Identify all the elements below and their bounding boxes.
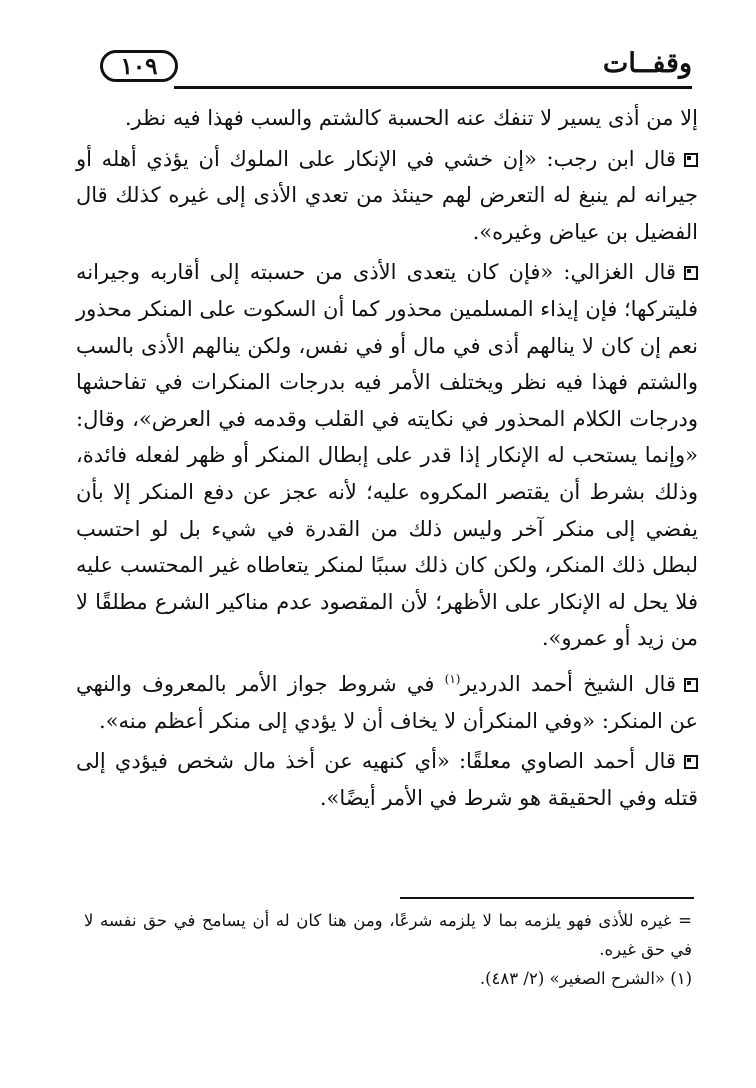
paragraph [76, 661, 698, 739]
paragraph-text: قال الغزالي: «فإن كان يتعدى الأذى من حسبته إلى أقاربه وجيرانه فليتركها؛ فإن إيذاء المسلمين محذور كما أن السكوت على المنكر محذور نعم إن كان لا ينالهم أذى في مال أو في نفس، ولكن ينالهم الأذى بالسب والشتم فهذا فيه نظر ويختلف الأمر فيه بدرجات المنكرات في تفاحشها ودرجات الكلام المحذور في نكايته في القلب وقدمه في العرض»، وقال: «وإنما يستحب له الإنكار إذا قدر على إبطال المنكر أو ظهر لفعله فائدة، وذلك بشرط أن يقتصر المكروه عليه؛ لأنه عجز عن دفع المنكر إلا بأن يفضي إلى منكر آخر وليس ذلك من القدرة في شيء بل لو احتسب لبطل ذلك المنكر، ولكن كان ذلك سببًا لمنكر يتعاطاه غير المحتسب عليه فلا يحل له الإنكار على الأظهر؛ لأن المقصود عدم مناكير الشرع مطلقًا لا من زيد أو عمرو». [76, 260, 699, 651]
paragraph [76, 141, 698, 251]
paragraph [76, 254, 698, 657]
paragraph [76, 100, 698, 137]
body-text [76, 100, 698, 820]
square-bullet-icon [684, 266, 698, 280]
running-title: وقفــات [602, 48, 692, 79]
paragraph-text: قال ابن رجب: «إن خشي في الإنكار على الملوك أن يؤذي أهله أو جيرانه لم ينبغ له التعرض لهم حينئذ من تعدي الأذى إلى غيره كذلك قال الفضيل بن عياض وغيره». [76, 146, 698, 244]
paragraph-text: قال أحمد الصاوي معلقًا: «أي كنهيه عن أخذ مال شخص فيؤدي إلى قتله وفي الحقيقة هو شرط في الأمر أيضًا». [76, 749, 698, 810]
page-number: ١٠٩ [100, 50, 178, 82]
paragraph-text: في شروط جواز الأمر بالمعروف والنهي عن المنكر: «وفي المنكرأن لا يخاف أن لا يؤدي إلى منكر أعظم منه». [76, 671, 698, 733]
square-bullet-icon [684, 678, 698, 692]
paragraph-text: إلا من أذى يسير لا تنفك عنه الحسبة كالشتم والسب فهذا فيه نظر. [124, 106, 698, 130]
paragraph [76, 743, 698, 816]
square-bullet-icon [684, 153, 698, 167]
square-bullet-icon [684, 755, 698, 769]
header-rule [174, 86, 692, 89]
footnote-reference: (١) [444, 671, 461, 686]
footnote-1: (١) «الشرح الصغير» (٢/ ٤٨٣). [479, 969, 692, 988]
footnote-continuation: = غيره للأذى فهو يلزمه بما لا يلزمه شرعًا، ومن هنا كان له أن يسامح في حق نفسه لا في حق غيره. [84, 911, 692, 959]
paragraph-text: قال الشيخ أحمد الدردير [460, 671, 676, 696]
footnotes [84, 906, 692, 993]
footnote-separator [400, 897, 694, 899]
page-header [100, 42, 692, 94]
